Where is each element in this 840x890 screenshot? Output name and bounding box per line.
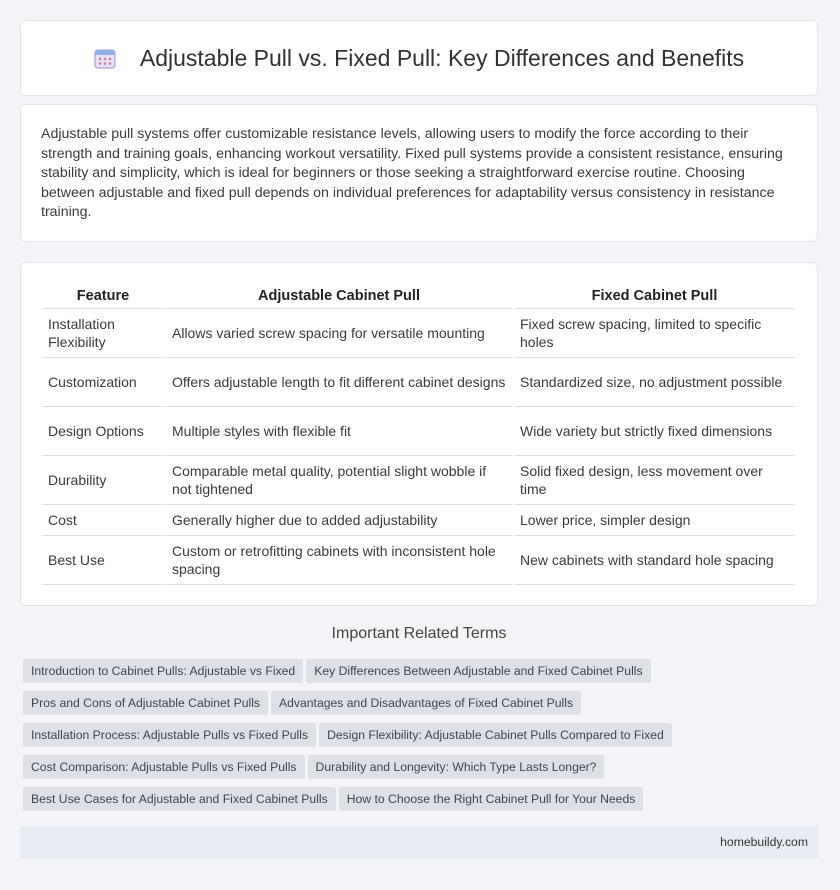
- page-title: Adjustable Pull vs. Fixed Pull: Key Differences and Benefits: [139, 44, 745, 71]
- table-cell-adjustable: Offers adjustable length to fit different cabinet designs: [166, 358, 512, 407]
- related-terms-title: Important Related Terms: [331, 625, 507, 642]
- column-header-feature: Feature: [42, 284, 164, 309]
- table-cell-fixed: Standardized size, no adjustment possible: [514, 358, 795, 407]
- table-cell-adjustable: Multiple styles with flexible fit: [166, 407, 512, 456]
- intro-section: [20, 104, 818, 242]
- table-cell-fixed: New cabinets with standard hole spacing: [514, 536, 795, 585]
- related-term-tag[interactable]: Best Use Cases for Adjustable and Fixed Cabinet Pulls: [23, 787, 336, 811]
- related-terms-tags: [23, 659, 793, 819]
- related-term-tag[interactable]: Design Flexibility: Adjustable Cabinet Pulls Compared to Fixed: [319, 723, 672, 747]
- related-term-tag[interactable]: How to Choose the Right Cabinet Pull for Your Needs: [339, 787, 644, 811]
- table-cell-feature: Best Use: [42, 536, 164, 585]
- table-cell-fixed: Fixed screw spacing, limited to specific holes: [514, 309, 795, 358]
- table-header-row: [42, 284, 795, 309]
- table-row: [42, 536, 795, 585]
- table-cell-feature: Customization: [42, 358, 164, 407]
- related-term-tag[interactable]: Advantages and Disadvantages of Fixed Cabinet Pulls: [271, 691, 581, 715]
- table-row: [42, 456, 795, 505]
- table-cell-feature: Cost: [42, 505, 164, 536]
- intro-text: Adjustable pull systems offer customizable resistance levels, allowing users to modify the force according to their strength and training goals, enhancing workout versatility. Fixed pull systems provide a consistent resistance, ensuring stability and simplicity, which is ideal for beginners or those seeking a straightforward exercise routine. Choosing between adjustable and fixed pull depends on individual preferences for adaptability versus consistency in resistance training.: [41, 126, 783, 220]
- table-cell-fixed: Wide variety but strictly fixed dimensions: [514, 407, 795, 456]
- footer-site-link[interactable]: homebuildy.com: [720, 835, 808, 849]
- table-row: [42, 358, 795, 407]
- related-terms-section: [20, 625, 818, 643]
- table-cell-feature: Installation Flexibility: [42, 309, 164, 358]
- related-term-tag[interactable]: Durability and Longevity: Which Type Lasts Longer?: [308, 755, 605, 779]
- table-row: [42, 309, 795, 358]
- comparison-table-card: [20, 262, 818, 606]
- related-term-tag[interactable]: Cost Comparison: Adjustable Pulls vs Fixed Pulls: [23, 755, 305, 779]
- comparison-table: [40, 284, 797, 585]
- column-header-fixed: Fixed Cabinet Pull: [514, 284, 795, 309]
- table-cell-feature: Design Options: [42, 407, 164, 456]
- table-cell-fixed: Solid fixed design, less movement over time: [514, 456, 795, 505]
- footer: [20, 826, 818, 859]
- related-term-tag[interactable]: Key Differences Between Adjustable and Fixed Cabinet Pulls: [306, 659, 650, 683]
- column-header-adjustable: Adjustable Cabinet Pull: [166, 284, 512, 309]
- table-cell-adjustable: Custom or retrofitting cabinets with inconsistent hole spacing: [166, 536, 512, 585]
- table-cell-adjustable: Comparable metal quality, potential slight wobble if not tightened: [166, 456, 512, 505]
- table-row: [42, 407, 795, 456]
- calendar-icon: [94, 47, 116, 69]
- related-term-tag[interactable]: Installation Process: Adjustable Pulls vs Fixed Pulls: [23, 723, 316, 747]
- table-cell-fixed: Lower price, simpler design: [514, 505, 795, 536]
- page-header: [20, 20, 818, 96]
- table-row: [42, 505, 795, 536]
- table-cell-feature: Durability: [42, 456, 164, 505]
- table-cell-adjustable: Allows varied screw spacing for versatile mounting: [166, 309, 512, 358]
- table-cell-adjustable: Generally higher due to added adjustability: [166, 505, 512, 536]
- related-term-tag[interactable]: Introduction to Cabinet Pulls: Adjustable vs Fixed: [23, 659, 303, 683]
- related-term-tag[interactable]: Pros and Cons of Adjustable Cabinet Pulls: [23, 691, 268, 715]
